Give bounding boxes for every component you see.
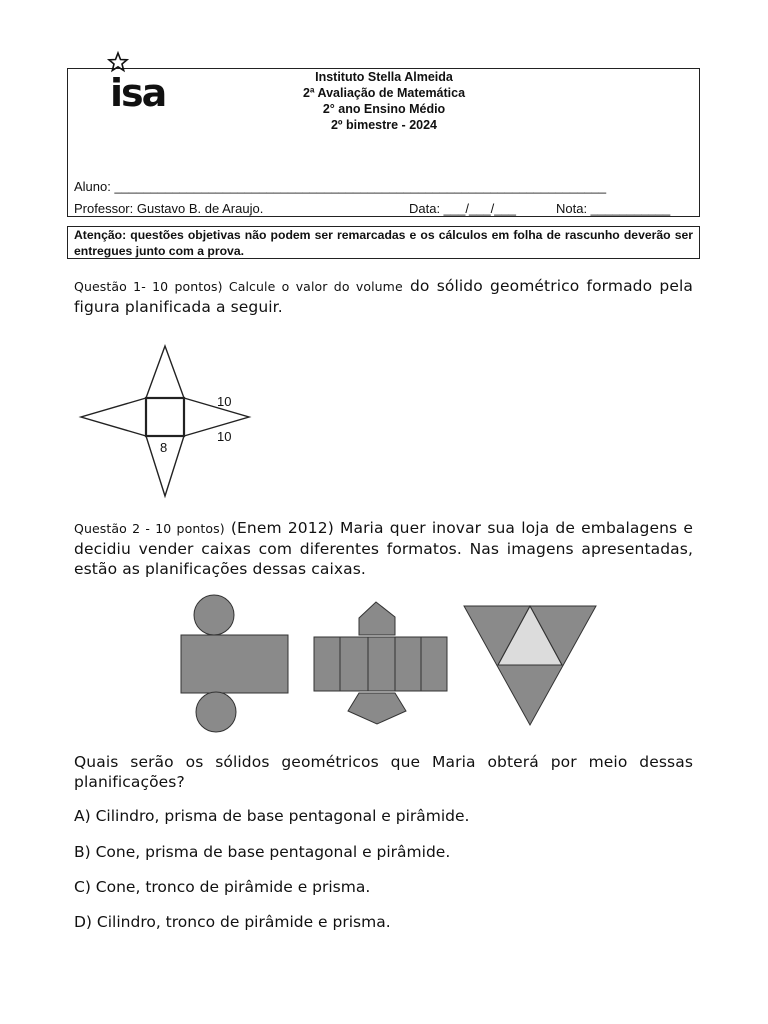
teacher-name: Professor: Gustavo B. de Araujo. (74, 201, 264, 216)
question-1-body: do sólido geométrico formado pela figura planificada a seguir. (74, 277, 693, 316)
net-triangle-left (81, 398, 146, 436)
question-2-label: Questão 2 - 10 pontos) (74, 521, 225, 536)
date-field[interactable]: Data: ___/___/___ (409, 201, 516, 216)
pyramid-net (464, 606, 596, 725)
option-d[interactable]: D) Cilindro, tronco de pirâmide e prisma. (74, 913, 391, 931)
cylinder-net (181, 595, 288, 732)
star-icon (109, 53, 127, 71)
question-2-body: (Enem 2012) Maria quer inovar sua loja de embalagens e decidiu vender caixas com diferentes formatos. Nas imagens apresentadas, estão as planificações dessas caixas. (74, 519, 693, 578)
grade-field[interactable]: Nota: ___________ (556, 201, 671, 216)
warning-notice: Atenção: questões objetivas não podem ser remarcadas e os cálculos em folha de rascunho deverão ser entregues junto com a prova. (67, 226, 700, 259)
question-1-label: Questão 1- 10 pontos) Calcule o valor do volume (74, 279, 403, 294)
option-c[interactable]: C) Cone, tronco de pirâmide e prisma. (74, 878, 371, 896)
student-name-field[interactable]: Aluno: ____________________________________________________________________ (74, 179, 607, 194)
exam-title: 2ª Avaliação de Matemática (302, 86, 466, 100)
pentagonal-prism-net (314, 602, 447, 724)
pyramid-net-figure (75, 340, 255, 500)
question-2-text (74, 518, 693, 579)
net-square-base (146, 398, 184, 436)
option-b[interactable]: B) Cone, prisma de base pentagonal e pirâmide. (74, 843, 451, 861)
option-a[interactable]: A) Cilindro, prisma de base pentagonal e pirâmide. (74, 807, 470, 825)
base-label: 8 (160, 440, 168, 455)
grade-level: 2° ano Ensino Médio (322, 102, 446, 116)
slant-label-bottom: 10 (217, 429, 232, 444)
question-2-prompt: Quais serão os sólidos geométricos que Maria obterá por meio dessas planificações? (74, 753, 693, 791)
box-nets-figure (176, 594, 602, 734)
term: 2º bimestre - 2024 (330, 118, 437, 132)
slant-label-top: 10 (217, 394, 232, 409)
question-1-text (74, 276, 693, 317)
net-triangle-top (146, 346, 184, 398)
svg-text:isa: isa (110, 71, 166, 110)
institution-name: Instituto Stella Almeida (315, 70, 453, 84)
